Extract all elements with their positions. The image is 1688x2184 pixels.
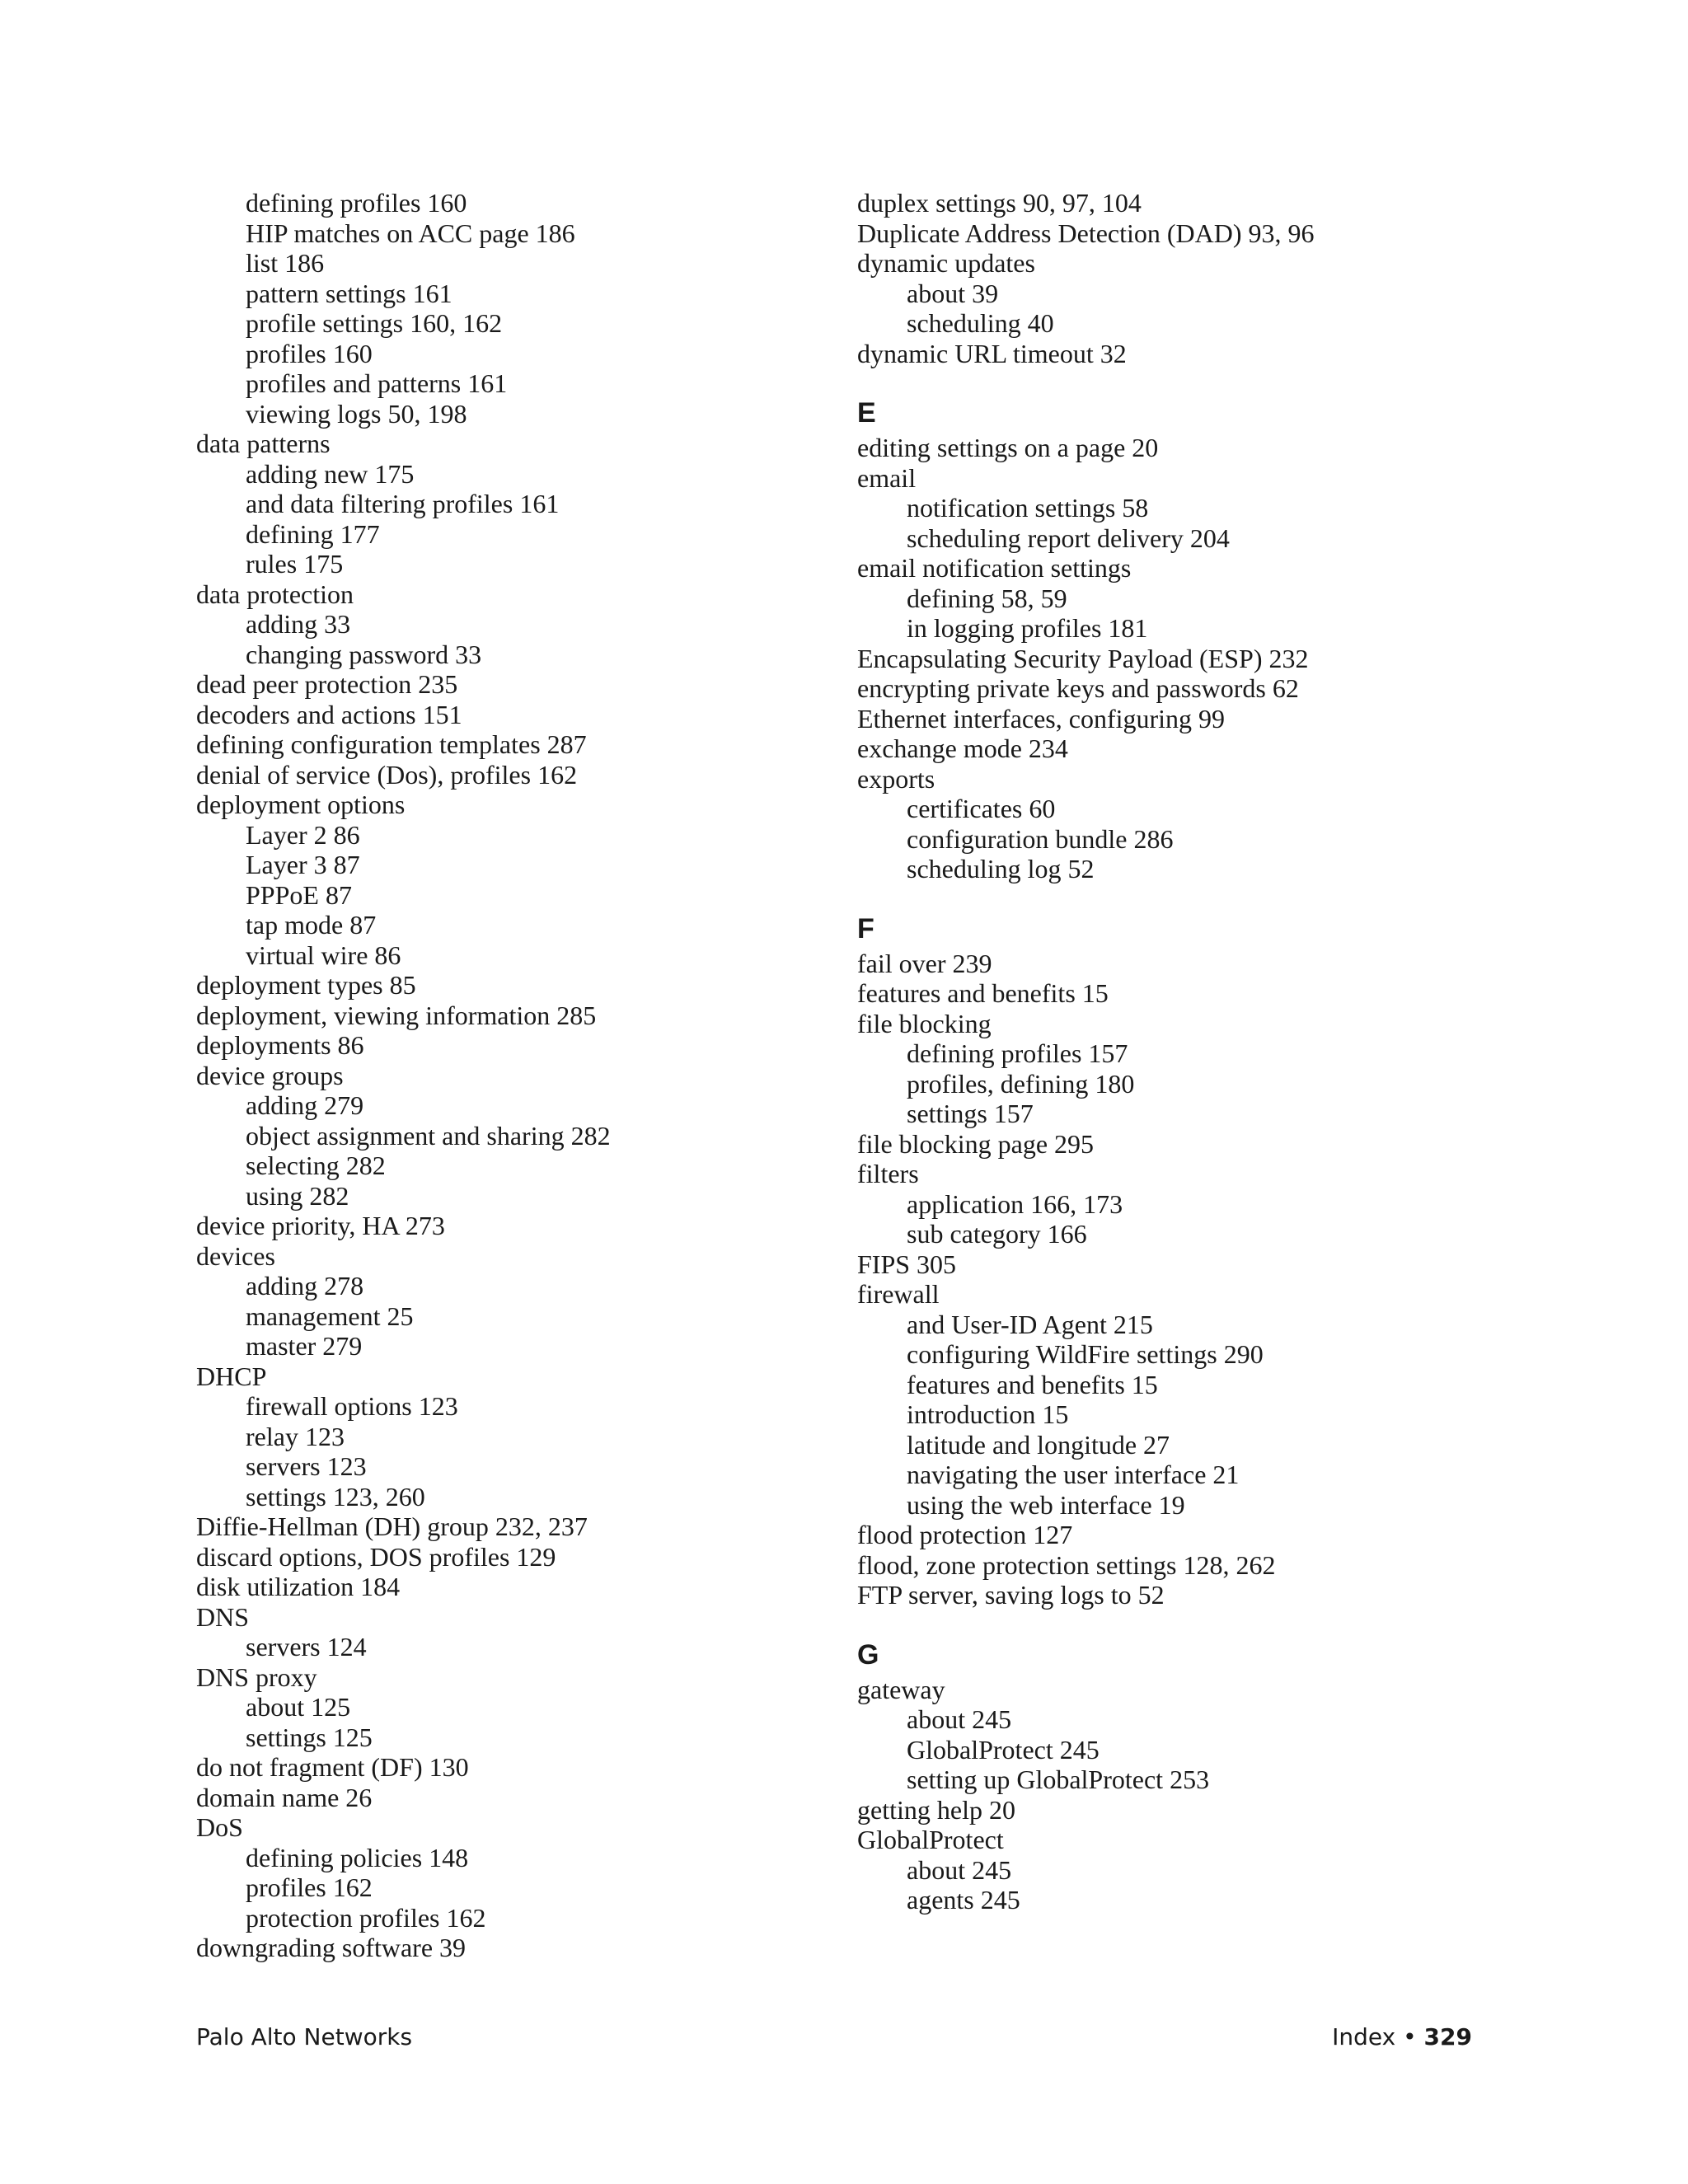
index-entry: denial of service (Dos), profiles 162 (196, 759, 578, 790)
index-entry: FIPS 305 (857, 1249, 957, 1279)
index-subentry: scheduling report delivery 204 (907, 523, 1230, 553)
index-subentry: HIP matches on ACC page 186 (246, 218, 575, 248)
index-subentry: object assignment and sharing 282 (246, 1120, 611, 1151)
index-subentry: settings 157 (907, 1099, 1034, 1128)
index-subentry: GlobalProtect 245 (907, 1734, 1100, 1765)
index-entry: duplex settings 90, 97, 104 (857, 188, 1142, 218)
index-subentry: tap mode 87 (246, 910, 377, 940)
index-subentry: profile settings 160, 162 (246, 308, 503, 338)
index-column-right (857, 188, 1484, 1915)
index-subentry: about 39 (907, 278, 999, 308)
index-entry: downgrading software 39 (196, 1933, 467, 1962)
index-entry: discard options, DOS profiles 129 (196, 1541, 556, 1572)
index-entry: deployment options (196, 790, 406, 819)
index-subentry: about 245 (907, 1704, 1012, 1734)
index-entry: data patterns (196, 429, 331, 458)
index-subentry: viewing logs 50, 198 (246, 398, 467, 429)
index-subentry: agents 245 (907, 1885, 1020, 1915)
index-subentry: notification settings 58 (907, 493, 1149, 523)
index-subentry: settings 123, 260 (246, 1481, 425, 1511)
index-entry: device groups (196, 1060, 344, 1090)
index-entry: Encapsulating Security Payload (ESP) 232 (857, 643, 1309, 673)
index-entry: dead peer protection 235 (196, 669, 458, 699)
index-subentry: and User-ID Agent 215 (907, 1309, 1153, 1339)
index-entry: data protection (196, 579, 354, 609)
index-entry: Ethernet interfaces, configuring 99 (857, 703, 1226, 733)
index-entry: exchange mode 234 (857, 733, 1068, 763)
index-entry: filters (857, 1159, 919, 1188)
index-entry: encrypting private keys and passwords 62 (857, 673, 1299, 703)
index-subentry: profiles and patterns 161 (246, 368, 508, 398)
index-subentry: defining policies 148 (246, 1842, 469, 1872)
index-entry: device priority, HA 273 (196, 1211, 445, 1240)
index-subentry: application 166, 173 (907, 1188, 1123, 1219)
footer-page-number: 329 (1423, 2023, 1472, 2050)
index-entry: Diffie-Hellman (DH) group 232, 237 (196, 1511, 588, 1541)
index-subentry: adding 33 (246, 609, 351, 639)
index-entry: editing settings on a page 20 (857, 433, 1159, 462)
index-subentry: in logging profiles 181 (907, 613, 1148, 643)
index-column-left (196, 188, 823, 1963)
index-entry: DNS proxy (196, 1661, 317, 1692)
section-letter: E (857, 397, 876, 429)
index-subentry: protection profiles 162 (246, 1902, 486, 1933)
index-entry: flood, zone protection settings 128, 262 (857, 1549, 1276, 1580)
index-entry: exports (857, 763, 935, 794)
index-subentry: profiles, defining 180 (907, 1068, 1135, 1099)
index-subentry: Layer 2 86 (246, 819, 360, 850)
index-entry: email notification settings (857, 553, 1132, 583)
index-subentry: virtual wire 86 (246, 940, 401, 970)
index-subentry: using the web interface 19 (907, 1489, 1185, 1520)
index-subentry: Layer 3 87 (246, 850, 360, 879)
index-subentry: defining 58, 59 (907, 583, 1067, 613)
index-entry: Duplicate Address Detection (DAD) 93, 96 (857, 218, 1315, 248)
index-subentry: adding 279 (246, 1090, 364, 1120)
index-subentry: configuring WildFire settings 290 (907, 1339, 1264, 1369)
index-subentry: rules 175 (246, 549, 344, 579)
index-subentry: navigating the user interface 21 (907, 1460, 1240, 1489)
index-subentry: adding new 175 (246, 458, 415, 489)
index-subentry: settings 125 (246, 1722, 373, 1752)
index-entry: email (857, 462, 917, 493)
index-entry: domain name 26 (196, 1782, 373, 1812)
index-subentry: latitude and longitude 27 (907, 1429, 1170, 1460)
index-subentry: defining profiles 160 (246, 188, 467, 218)
index-subentry: relay 123 (246, 1421, 345, 1451)
index-subentry: firewall options 123 (246, 1391, 458, 1421)
footer-page-label (1332, 2021, 1472, 2054)
index-subentry: introduction 15 (907, 1399, 1069, 1429)
index-subentry: servers 123 (246, 1451, 367, 1481)
section-letter: F (857, 912, 874, 944)
index-subentry: list 186 (246, 248, 325, 278)
index-entry: deployment, viewing information 285 (196, 1000, 597, 1030)
footer-separator: • (1403, 2023, 1417, 2050)
index-entry: DoS (196, 1812, 243, 1842)
index-entry: dynamic updates (857, 248, 1035, 278)
index-entry: do not fragment (DF) 130 (196, 1752, 469, 1782)
index-subentry: using 282 (246, 1180, 349, 1211)
index-subentry: defining 177 (246, 518, 380, 549)
index-subentry: defining profiles 157 (907, 1038, 1128, 1068)
index-subentry: scheduling log 52 (907, 854, 1095, 883)
index-subentry: about 125 (246, 1692, 351, 1722)
index-entry: DHCP (196, 1361, 267, 1391)
index-entry: DNS (196, 1601, 250, 1632)
index-subentry: selecting 282 (246, 1151, 386, 1180)
section-letter: G (857, 1638, 879, 1671)
index-subentry: profiles 162 (246, 1872, 373, 1902)
index-entry: deployment types 85 (196, 970, 416, 1000)
index-subentry: about 245 (907, 1854, 1012, 1885)
index-entry: dynamic URL timeout 32 (857, 338, 1127, 368)
index-subentry: scheduling 40 (907, 308, 1054, 338)
index-subentry: configuration bundle 286 (907, 823, 1174, 854)
index-subentry: setting up GlobalProtect 253 (907, 1765, 1210, 1794)
index-entry: getting help 20 (857, 1794, 1015, 1825)
index-subentry: changing password 33 (246, 639, 482, 669)
index-entry: decoders and actions 151 (196, 699, 462, 729)
footer-publisher: Palo Alto Networks (196, 2023, 413, 2050)
index-entry: deployments 86 (196, 1030, 364, 1060)
index-entry: devices (196, 1240, 275, 1271)
index-subentry: and data filtering profiles 161 (246, 489, 560, 518)
index-subentry: servers 124 (246, 1632, 367, 1661)
index-entry: file blocking (857, 1008, 992, 1038)
index-subentry: management 25 (246, 1301, 414, 1331)
footer-section: Index (1332, 2023, 1396, 2050)
index-entry: defining configuration templates 287 (196, 729, 587, 759)
index-entry: file blocking page 295 (857, 1128, 1095, 1159)
index-entry: disk utilization 184 (196, 1572, 401, 1601)
index-entry: fail over 239 (857, 948, 992, 978)
index-subentry: profiles 160 (246, 338, 373, 368)
index-entry: firewall (857, 1279, 940, 1309)
index-subentry: PPPoE 87 (246, 879, 352, 910)
index-entry: flood protection 127 (857, 1520, 1073, 1549)
index-entry: GlobalProtect (857, 1825, 1004, 1854)
index-subentry: adding 278 (246, 1271, 364, 1301)
index-subentry: master 279 (246, 1331, 363, 1361)
index-subentry: features and benefits 15 (907, 1369, 1158, 1399)
index-entry: FTP server, saving logs to 52 (857, 1580, 1165, 1610)
index-subentry: certificates 60 (907, 794, 1056, 823)
index-subentry: pattern settings 161 (246, 278, 452, 308)
index-entry: features and benefits 15 (857, 978, 1109, 1008)
index-entry: gateway (857, 1674, 945, 1704)
index-subentry: sub category 166 (907, 1219, 1087, 1249)
